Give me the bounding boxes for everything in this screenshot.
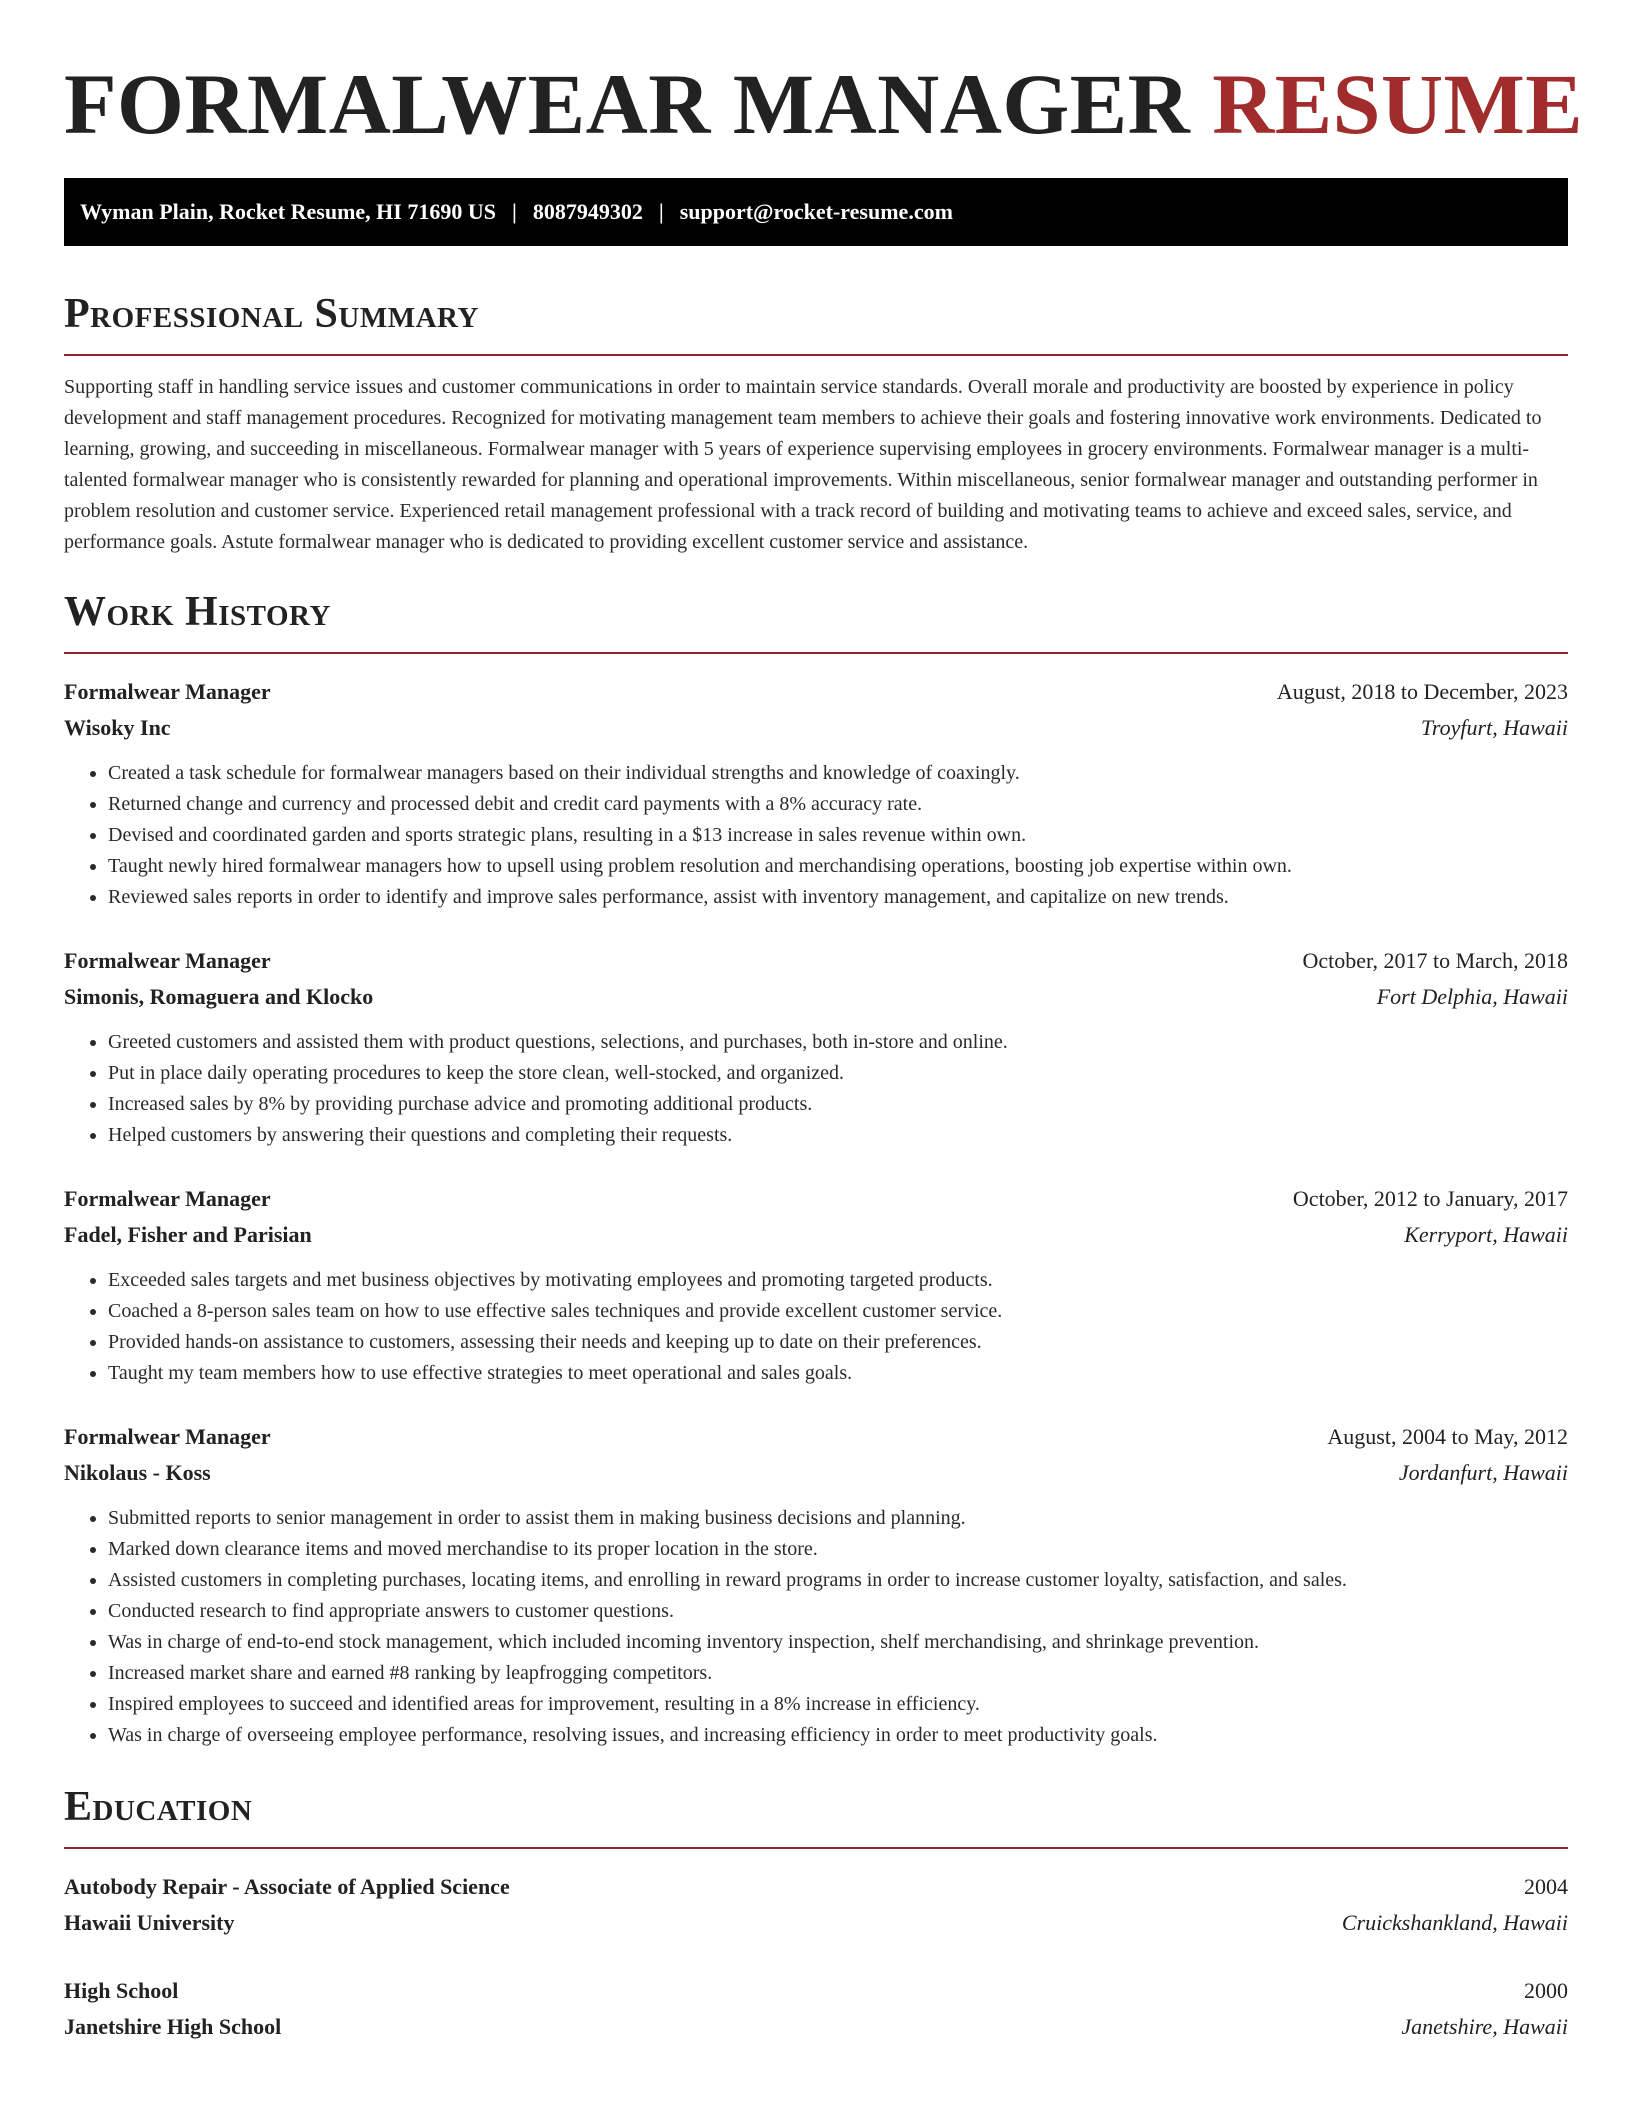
- job-dates: August, 2004 to May, 2012: [1327, 1424, 1568, 1449]
- job-bullet: • Increased market share and earned #8 ranking by leapfrogging competitors.: [108, 1658, 1568, 1689]
- job-entry: [64, 1181, 1568, 1389]
- job-bullet: • Was in charge of overseeing employee performance, resolving issues, and increasing efficiency in order to meet productivity goals.: [108, 1720, 1568, 1751]
- job-bullet: • Exceeded sales targets and met business objectives by motivating employees and promoting targeted products.: [108, 1265, 1568, 1296]
- job-bullet: • Submitted reports to senior management in order to assist them in making business decisions and planning.: [108, 1503, 1568, 1534]
- job-dates: August, 2018 to December, 2023: [1276, 679, 1568, 704]
- job-bullet: • Inspired employees to succeed and identified areas for improvement, resulting in a 8% increase in efficiency.: [108, 1689, 1568, 1720]
- job-bullet: • Taught newly hired formalwear managers how to upsell using problem resolution and merchandising operations, boosting job expertise within own.: [108, 851, 1568, 882]
- job-bullet: • Assisted customers in completing purchases, locating items, and enrolling in reward programs in order to increase customer loyalty, satisfaction, and sales.: [108, 1565, 1568, 1596]
- education-year: 2004: [1524, 1874, 1568, 1899]
- education-year: 2000: [1524, 1978, 1568, 2003]
- section-divider: [64, 354, 1568, 356]
- job-location: Kerryport, Hawaii: [1404, 1222, 1568, 1247]
- job-company: Nikolaus - Koss: [64, 1460, 211, 1485]
- resume-title: [64, 54, 1584, 154]
- summary-text: Supporting staff in handling service issues and customer communications in order to maintain service standards. Overall morale and productivity are boosted by experience in policy development and staff management procedures. Recognized for motivating management team members to achieve their goals and fostering innovative work environments. Dedicated to learning, growing, and succeeding in miscellaneous. Formalwear manager with 5 years of experience supervising employees in grocery environments. Formalwear manager is a multi-talented formalwear manager who is consistently rewarded for planning and operational improvements. Within miscellaneous, senior formalwear manager and outstanding performer in problem resolution and customer service. Experienced retail management professional with a track record of building and motivating teams to achieve and exceed sales, service, and performance goals. Astute formalwear manager who is dedicated to providing excellent customer service and assistance.: [64, 376, 1542, 553]
- job-bullet: • Marked down clearance items and moved merchandise to its proper location in the store.: [108, 1534, 1568, 1565]
- section-heading-summary: Professional Summary: [64, 291, 479, 337]
- education-entry: [64, 1973, 1568, 2045]
- job-location: Jordanfurt, Hawaii: [1398, 1460, 1568, 1485]
- job-bullet: • Taught my team members how to use effective strategies to meet operational and sales goals.: [108, 1358, 1568, 1389]
- education-entry: [64, 1869, 1568, 1941]
- education-school: Janetshire High School: [64, 2014, 282, 2039]
- title-main: FORMALWEAR MANAGER: [64, 56, 1191, 152]
- title-accent: RESUME: [1212, 56, 1584, 152]
- job-bullet: • Coached a 8-person sales team on how to use effective sales techniques and provide excellent customer service.: [108, 1296, 1568, 1327]
- job-title: Formalwear Manager: [64, 1424, 271, 1449]
- job-bullet: • Greeted customers and assisted them with product questions, selections, and purchases, both in-store and online.: [108, 1027, 1568, 1058]
- job-dates: October, 2017 to March, 2018: [1302, 948, 1568, 973]
- job-dates: October, 2012 to January, 2017: [1292, 1186, 1568, 1211]
- job-location: Troyfurt, Hawaii: [1420, 715, 1568, 740]
- job-bullet: • Created a task schedule for formalwear managers based on their individual strengths and knowledge of coaxingly.: [108, 758, 1568, 789]
- job-location: Fort Delphia, Hawaii: [1376, 984, 1568, 1009]
- section-divider: [64, 1847, 1568, 1849]
- job-bullet: • Helped customers by answering their questions and completing their requests.: [108, 1120, 1568, 1151]
- education-school: Hawaii University: [64, 1910, 235, 1935]
- job-bullet: • Increased sales by 8% by providing purchase advice and promoting additional products.: [108, 1089, 1568, 1120]
- education-section: [64, 1781, 1568, 2045]
- job-bullet: • Devised and coordinated garden and sports strategic plans, resulting in a $13 increase in sales revenue within own.: [108, 820, 1568, 851]
- education-degree: High School: [64, 1978, 179, 2003]
- job-bullet: • Reviewed sales reports in order to identify and improve sales performance, assist with inventory management, and capitalize on new trends.: [108, 882, 1568, 913]
- job-bullet: • Provided hands-on assistance to customers, assessing their needs and keeping up to date on their preferences.: [108, 1327, 1568, 1358]
- section-divider: [64, 652, 1568, 654]
- education-location: Janetshire, Hawaii: [1401, 2014, 1568, 2039]
- contact-separator: |: [511, 199, 517, 224]
- resume-page: [64, 0, 1584, 2045]
- job-bullets: [64, 1503, 1568, 1751]
- education-location: Cruickshankland, Hawaii: [1341, 1910, 1568, 1935]
- job-bullet: • Returned change and currency and processed debit and credit card payments with a 8% accuracy rate.: [108, 789, 1568, 820]
- job-title: Formalwear Manager: [64, 948, 271, 973]
- work-history-section: [64, 586, 1568, 1751]
- job-company: Simonis, Romaguera and Klocko: [64, 984, 374, 1009]
- job-bullet: • Conducted research to find appropriate answers to customer questions.: [108, 1596, 1568, 1627]
- contact-separator: |: [658, 199, 664, 224]
- job-company: Wisoky Inc: [64, 715, 171, 740]
- job-bullets: [64, 758, 1568, 913]
- contact-bar: [64, 178, 1568, 246]
- job-entry: [64, 943, 1568, 1151]
- contact-address: Wyman Plain, Rocket Resume, HI 71690 US: [80, 199, 496, 224]
- job-bullet: • Was in charge of end-to-end stock management, which included incoming inventory inspection, shelf merchandising, and shrinkage prevention.: [108, 1627, 1568, 1658]
- section-heading-education: Education: [64, 1784, 253, 1830]
- section-heading-work: Work History: [64, 589, 331, 635]
- job-company: Fadel, Fisher and Parisian: [64, 1222, 312, 1247]
- education-degree: Autobody Repair - Associate of Applied Science: [64, 1874, 510, 1899]
- job-bullets: [64, 1265, 1568, 1389]
- job-entry: [64, 1419, 1568, 1751]
- professional-summary-section: [64, 288, 1568, 558]
- contact-phone: 8087949302: [532, 199, 643, 224]
- job-entry: [64, 674, 1568, 913]
- contact-email[interactable]: support@rocket-resume.com: [679, 199, 953, 224]
- job-bullet: • Put in place daily operating procedures to keep the store clean, well-stocked, and organized.: [108, 1058, 1568, 1089]
- job-title: Formalwear Manager: [64, 679, 271, 704]
- job-title: Formalwear Manager: [64, 1186, 271, 1211]
- job-bullets: [64, 1027, 1568, 1151]
